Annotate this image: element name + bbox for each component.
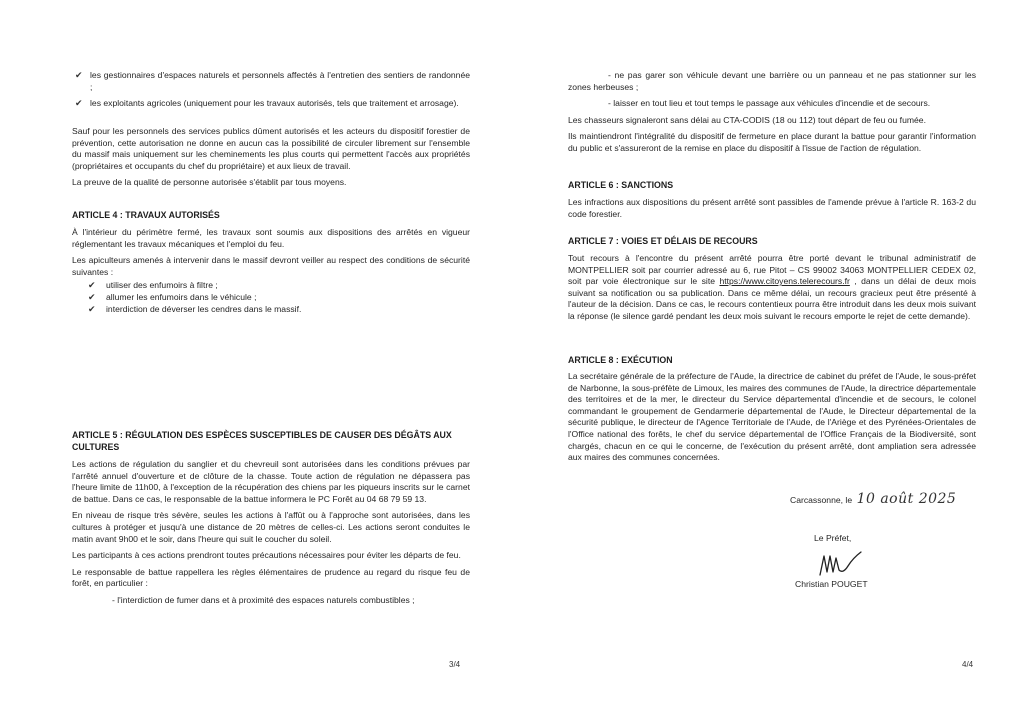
checkmark-icon: ✔ [88, 280, 96, 291]
dash-item: - l'interdiction de fumer dans et à proximité des espaces naturels combustibles ; [112, 594, 415, 605]
precautions-list [568, 70, 976, 160]
article-4-bullet-list [72, 280, 470, 315]
paragraph: Ils maintiendront l'intégralité du dispositif de fermeture en place durant la battue pour garantir l'information du public et s'assureront de la remise en place du dispositif à l'issue de l'action de régulation. [568, 131, 976, 153]
intro-bullet-list [72, 70, 470, 110]
paragraph: Les infractions aux dispositions du présent arrêté sont passibles de l'amende prévue à l'article R. 163-2 du code forestier. [568, 197, 976, 219]
paragraph: En niveau de risque très sévère, seules les actions à l'affût ou à l'approche sont autorisées, dans les cultures à protéger et jusqu'à une distance de 20 mètres de celles-ci. Les actions seront conduites le matin avant 9h00 et le soir, dans l'heure qui suit le coucher du soleil. [72, 510, 470, 544]
article-4-body [72, 227, 470, 315]
dash-item: - ne pas garer son véhicule devant une barrière ou un panneau et ne pas stationner sur les zones herbeuses ; [568, 70, 976, 92]
article-8-body [568, 371, 976, 469]
text-segment: Tout recours à l'encontre du présent arrêté pourra être porté devant le tribunal administratif de MONTPELLIER soit par courrier adressé au 6, rue Pitot – CS 99002 34063 MONTPELLIER CEDEX 02, soit par voie électronique sur le site [568, 253, 976, 287]
bullet-text: les gestionnaires d'espaces naturels et personnels affectés à l'entretien des sentiers de randonnée ; [90, 70, 470, 92]
article-7-body [568, 253, 976, 328]
paragraph: Le responsable de battue rappellera les règles élémentaires de prudence au regard du risque feu de forêt, en particulier : [72, 566, 470, 589]
checkmark-icon: ✔ [75, 98, 83, 109]
bullet-item [88, 304, 470, 316]
page-4 [512, 0, 1024, 724]
article-8-title: ARTICLE 8 : EXÉCUTION [568, 355, 673, 365]
handwritten-date: 10 août 2025 [856, 491, 957, 507]
bullet-text: allumer les enfumoirs dans le véhicule ; [106, 291, 257, 302]
text-segment: , dans un délai de deux mois suivant sa notification ou sa publication. Dans ce même délai, un recours gracieux peut être présenté à l'auteur de la décision. Dans ce cas, le recours contentieux pourra être introduit dans les deux mois suivant la réponse (le silence gardé pendant les deux mois suivant le recours emporte le rejet de cette demande). [568, 276, 976, 321]
paragraph: Les participants à ces actions prendront toutes précautions nécessaires pour éviter les départs de feu. [72, 550, 461, 561]
dash-item: - laisser en tout lieu et tout temps le passage aux véhicules d'incendie et de secours. [608, 98, 931, 109]
page-number: 3/4 [449, 660, 461, 669]
intro-paragraphs [72, 126, 470, 194]
paragraph: La secrétaire générale de la préfecture de l'Aude, la directrice de cabinet du préfet de l'Aude, le sous-préfet de Narbonne, la sous-préfète de Limoux, les maires des communes de l'Aude, la directrice départementale des territoires et de la mer, le directeur du Service départemental d'incendie et de secours, le colonel commandant le groupement de Gendarmerie départemental de l'Aude, le Directeur départemental de la sécurité publique, le directeur de l'Agence Territoriale de l'Aude, de l'Ariège et des Pyrénées-Orientales de l'Office national des forêts, le chef du service départemental de l'Office Français de la Biodiversité, sont chargés, chacun en ce qui le concerne, de l'exécution du présent arrêté, dont ampliation sera adressée aux maires des communes concernées. [568, 371, 976, 463]
article-4-title: ARTICLE 4 : TRAVAUX AUTORISÉS [72, 210, 220, 220]
page-number: 4/4 [962, 660, 974, 669]
article-6-body [568, 197, 976, 225]
paragraph: Sauf pour les personnels des services publics dûment autorisés et les acteurs du dispositif forestier de prévention, cette autorisation ne donne en aucun cas la possibilité de circuler librement sur l'ensemble du massif mais uniquement sur les cheminements les plus courts qui permettent l'accès aux propriétés (propriétaires et occupants du chef du propriétaire) et aux lieux de travail. [72, 126, 470, 171]
bullet-item [72, 98, 470, 110]
paragraph: Les apiculteurs amenés à intervenir dans le massif devront veiller au respect des conditions de sécurité suivantes : [72, 255, 470, 277]
bullet-text: utiliser des enfumoirs à filtre ; [106, 280, 218, 291]
bullet-item [88, 280, 470, 292]
paragraph: À l'intérieur du périmètre fermé, les travaux sont soumis aux dispositions des arrêtés en vigueur réglementant les travaux mécaniques et l'emploi du feu. [72, 227, 470, 249]
paragraph [568, 253, 976, 323]
paragraph: Les chasseurs signaleront sans délai au CTA-CODIS (18 ou 112) tout départ de feu ou fumée. [568, 114, 926, 125]
telerecours-link[interactable]: https://www.citoyens.telerecours.fr [719, 276, 850, 287]
article-6-title: ARTICLE 6 : SANCTIONS [568, 180, 674, 190]
signatory-name: Christian POUGET [795, 579, 868, 589]
paragraph: Les actions de régulation du sanglier et du chevreuil sont autorisées dans les conditions prévues par l'arrêté annuel d'ouverture et de clôture de la chasse. Toute action de régulation ne dépassera pas l'heure limite de 11h00, à l'exception de la récupération des chiens par les piqueurs inscrits sur le carnet de battue. Dans ce cas, le responsable de la battue informera le PC Forêt au 04 68 79 59 13. [72, 459, 470, 504]
bullet-item [72, 70, 470, 93]
bullet-text: interdiction de déverser les cendres dans le massif. [106, 303, 302, 314]
paragraph: La preuve de la qualité de personne autorisée s'établit par tous moyens. [72, 177, 347, 188]
bullet-item [88, 292, 470, 304]
article-5-body [72, 459, 470, 612]
article-7-title: ARTICLE 7 : VOIES ET DÉLAIS DE RECOURS [568, 236, 758, 246]
handwritten-signature-icon [817, 548, 867, 578]
checkmark-icon: ✔ [88, 291, 96, 302]
checkmark-icon: ✔ [88, 303, 96, 314]
signature-place: Carcassonne, le [790, 495, 853, 505]
checkmark-icon: ✔ [75, 70, 83, 80]
article-5-title: ARTICLE 5 : RÉGULATION DES ESPÈCES SUSCEPTIBLES DE CAUSER DES DÉGÂTS AUX CULTURES [72, 430, 452, 452]
signatory-role: Le Préfet, [814, 533, 852, 543]
bullet-text: les exploitants agricoles (uniquement pour les travaux autorisés, tels que traitement et arrosage). [90, 98, 459, 109]
signature-date-line [790, 490, 956, 508]
